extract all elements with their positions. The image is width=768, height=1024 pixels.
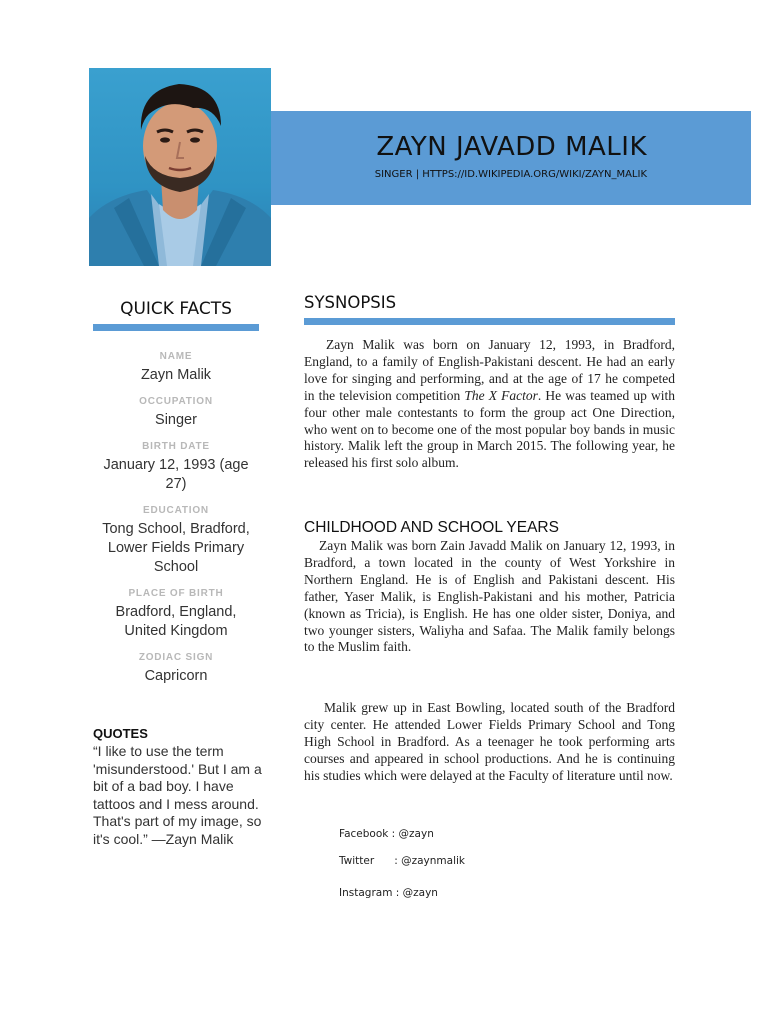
social-twitter: Twitter : @zaynmalik bbox=[339, 855, 465, 867]
fact-label-occupation: OCCUPATION bbox=[139, 396, 213, 407]
fact-label-education: EDUCATION bbox=[143, 505, 209, 516]
person-name: ZAYN JAVADD MALIK bbox=[376, 132, 647, 162]
fact-value-birth-date: January 12, 1993 (age 27) bbox=[103, 457, 249, 492]
synopsis-paragraph bbox=[304, 337, 675, 472]
fact-value-name: Zayn Malik bbox=[140, 367, 212, 383]
fact-value-zodiac-sign: Capricorn bbox=[144, 668, 208, 684]
quick-facts-title: QUICK FACTS bbox=[120, 299, 232, 319]
quotes-section bbox=[93, 726, 263, 848]
quotes-heading: QUOTES bbox=[93, 726, 148, 741]
fact-value-occupation: Singer bbox=[155, 412, 197, 428]
social-instagram: Instagram : @zayn bbox=[339, 887, 438, 899]
fact-value-education: Tong School, Bradford, Lower Fields Primary School bbox=[102, 521, 250, 575]
synopsis-divider bbox=[304, 318, 675, 325]
quote-text: “I like to use the term 'misunderstood.' But I am a bit of a bad boy. I have tattoos and I mess around. That's part of my image, so it's cool.” —Zayn Malik bbox=[93, 743, 262, 847]
profile-photo bbox=[89, 68, 271, 266]
synopsis-show-title: The X Factor bbox=[464, 387, 538, 403]
fact-label-name: NAME bbox=[159, 351, 193, 362]
quick-facts-list bbox=[93, 350, 259, 686]
quick-facts-divider bbox=[93, 324, 259, 331]
social-facebook: Facebook : @zayn bbox=[339, 828, 434, 840]
synopsis-title: SYSNOPSIS bbox=[304, 293, 397, 312]
childhood-paragraph-2: Malik grew up in East Bowling, located south of the Bradford city center. He attended Lower Fields Primary School and Tong High School in Bradford. As a teenager he took performing arts courses and appeared in school productions. And he is continuing his studies which were delayed at the Faculty of literature until now. bbox=[304, 700, 675, 783]
header-banner bbox=[271, 111, 751, 205]
fact-label-zodiac-sign: ZODIAC SIGN bbox=[138, 652, 214, 663]
fact-value-place-of-birth: Bradford, England, United Kingdom bbox=[115, 604, 237, 639]
childhood-paragraph-1: Zayn Malik was born Zain Javadd Malik on January 12, 1993, in Bradford, a town located in the county of West Yorkshire in Northern England. He is of English and Pakistani descent. His father, Yaser Malik, is English-Pakistani and his mother, Patricia (known as Tricia), is English. He has one older sister, Doniya, and two younger sisters, Waliyha and Safaa. The Malik family belongs to the Muslim faith. bbox=[304, 538, 675, 655]
fact-label-birth-date: BIRTH DATE bbox=[142, 441, 210, 452]
synopsis-text-after: . He was teamed up with four other male contestants to form the group act One Direction, who went on to become one of the most popular boy bands in music history. Malik left the group in March 2015. The following year, he released his first solo album. bbox=[304, 387, 675, 471]
header-subtitle: SINGER | HTTPS://ID.WIKIPEDIA.ORG/WIKI/ZAYN_MALIK bbox=[374, 169, 647, 180]
childhood-title: CHILDHOOD AND SCHOOL YEARS bbox=[304, 519, 559, 536]
synopsis-text-before: Zayn Malik was born on January 12, 1993, in Bradford, England, to a family of English-Pakistani descent. He had an early love for singing and performing, and at the age of 17 he competed in the television competition bbox=[304, 337, 675, 403]
fact-label-place-of-birth: PLACE OF BIRTH bbox=[128, 588, 224, 599]
